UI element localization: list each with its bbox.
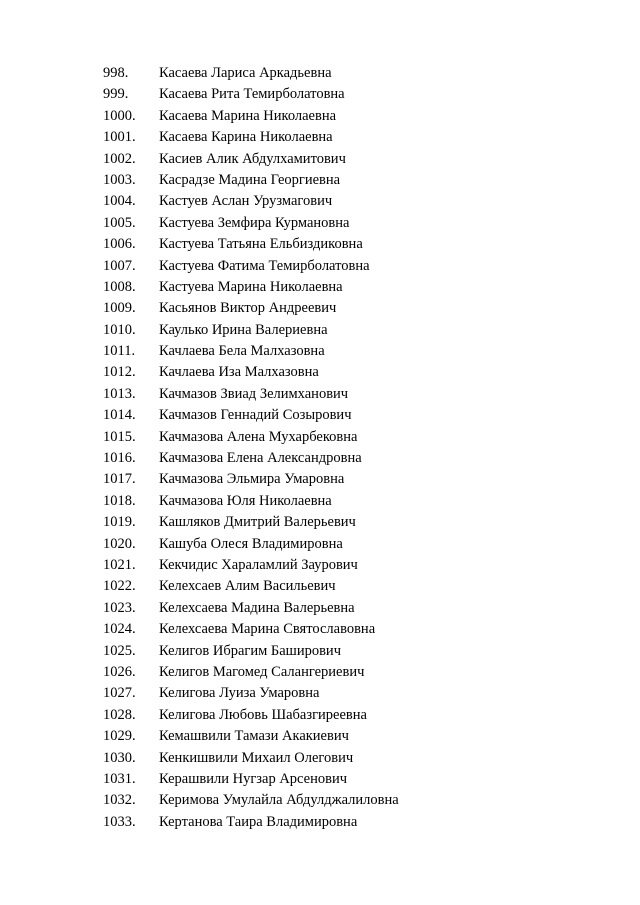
entry-name: Кашуба Олеся Владимировна xyxy=(159,535,343,552)
list-item xyxy=(103,491,603,512)
list-item xyxy=(103,790,603,811)
list-item xyxy=(103,512,603,533)
list-item xyxy=(103,191,603,212)
list-item xyxy=(103,641,603,662)
entry-number: 1013. xyxy=(103,385,136,402)
list-item xyxy=(103,106,603,127)
entry-number: 1008. xyxy=(103,278,136,295)
list-item xyxy=(103,726,603,747)
entry-number: 1024. xyxy=(103,621,136,638)
entry-number: 1019. xyxy=(103,514,136,531)
entry-name: Качмазова Алена Мухарбековна xyxy=(159,428,358,445)
entry-name: Касаева Рита Темирболатовна xyxy=(159,86,345,103)
list-item xyxy=(103,256,603,277)
entry-name: Качмазов Геннадий Созырович xyxy=(159,407,352,424)
entry-name: Касаева Карина Николаевна xyxy=(159,129,333,146)
entry-name: Касиев Алик Абдулхамитович xyxy=(159,150,346,167)
list-item xyxy=(103,748,603,769)
entry-number: 1006. xyxy=(103,236,136,253)
list-item xyxy=(103,84,603,105)
entry-name: Касьянов Виктор Андреевич xyxy=(159,300,337,317)
list-item xyxy=(103,341,603,362)
entry-number: 1030. xyxy=(103,749,136,766)
entry-name: Касаева Марина Николаевна xyxy=(159,107,337,124)
entry-name: Каулько Ирина Валериевна xyxy=(159,321,328,338)
list-item xyxy=(103,534,603,555)
entry-name: Кертанова Таира Владимировна xyxy=(159,813,358,830)
entry-number: 1005. xyxy=(103,214,136,231)
entry-name: Келигов Магомед Салангериевич xyxy=(159,663,365,680)
entry-name: Келигов Ибрагим Баширович xyxy=(159,642,341,659)
entry-number: 1022. xyxy=(103,578,136,595)
list-item xyxy=(103,384,603,405)
entry-number: 1004. xyxy=(103,193,136,210)
entry-name: Келехсаева Марина Святославовна xyxy=(159,621,376,638)
entry-name: Качлаева Иза Малхазовна xyxy=(159,364,319,381)
entry-number: 1007. xyxy=(103,257,136,274)
list-item xyxy=(103,170,603,191)
list-item xyxy=(103,662,603,683)
entry-number: 1016. xyxy=(103,450,136,467)
entry-number: 1026. xyxy=(103,663,136,680)
entry-name: Келигова Луиза Умаровна xyxy=(159,685,320,702)
entry-name: Келехсаева Мадина Валерьевна xyxy=(159,599,355,616)
entry-name: Кастуева Фатима Темирболатовна xyxy=(159,257,370,274)
list-item xyxy=(103,213,603,234)
entry-number: 1029. xyxy=(103,728,136,745)
list-item xyxy=(103,683,603,704)
entry-name: Кемашвили Тамази Акакиевич xyxy=(159,728,349,745)
entry-name: Керимова Умулайла Абдулджалиловна xyxy=(159,792,399,809)
list-item xyxy=(103,555,603,576)
entry-name: Кенкишвили Михаил Олегович xyxy=(159,749,354,766)
list-item xyxy=(103,812,603,833)
entry-name: Касаева Лариса Аркадьевна xyxy=(159,65,332,81)
list-item xyxy=(103,298,603,319)
entry-number: 1031. xyxy=(103,770,136,787)
list-item xyxy=(103,619,603,640)
list-item xyxy=(103,320,603,341)
entry-name: Кастуева Татьяна Ельбиздиковна xyxy=(159,236,363,253)
entry-name: Келехсаев Алим Васильевич xyxy=(159,578,336,595)
list-item xyxy=(103,598,603,619)
entry-number: 1009. xyxy=(103,300,136,317)
entry-number: 1014. xyxy=(103,407,136,424)
entry-number: 1028. xyxy=(103,706,136,723)
entry-number: 1003. xyxy=(103,171,136,188)
entry-number: 1025. xyxy=(103,642,136,659)
entry-name: Качмазова Юля Николаевна xyxy=(159,492,332,509)
entry-number: 1023. xyxy=(103,599,136,616)
list-item xyxy=(103,427,603,448)
entry-number: 1021. xyxy=(103,556,136,573)
entry-number: 1012. xyxy=(103,364,136,381)
entry-number: 1018. xyxy=(103,492,136,509)
list-item xyxy=(103,63,603,84)
entry-number: 1002. xyxy=(103,150,136,167)
entry-name: Касрадзе Мадина Георгиевна xyxy=(159,171,341,188)
entry-number: 1000. xyxy=(103,107,136,124)
entry-number: 999. xyxy=(103,86,129,103)
entry-name: Качмазова Эльмира Умаровна xyxy=(159,471,345,488)
list-item xyxy=(103,127,603,148)
list-item xyxy=(103,405,603,426)
list-item xyxy=(103,277,603,298)
list-item xyxy=(103,769,603,790)
entry-number: 998. xyxy=(103,65,129,81)
entry-name: Кекчидис Хараламлий Заурович xyxy=(159,556,358,573)
entry-name: Келигова Любовь Шабазгиреевна xyxy=(159,706,367,723)
entry-number: 1010. xyxy=(103,321,136,338)
entry-name: Кастуева Земфира Курмановна xyxy=(159,214,350,231)
name-list xyxy=(103,63,603,833)
list-item xyxy=(103,234,603,255)
entry-name: Керашвили Нугзар Арсенович xyxy=(159,770,348,787)
entry-name: Качлаева Бела Малхазовна xyxy=(159,343,325,360)
entry-number: 1001. xyxy=(103,129,136,146)
list-item xyxy=(103,576,603,597)
entry-number: 1011. xyxy=(103,343,136,360)
entry-number: 1017. xyxy=(103,471,136,488)
entry-number: 1027. xyxy=(103,685,136,702)
entry-number: 1033. xyxy=(103,813,136,830)
entry-number: 1015. xyxy=(103,428,136,445)
entry-name: Кастуев Аслан Урузмагович xyxy=(159,193,333,210)
entry-number: 1032. xyxy=(103,792,136,809)
list-item xyxy=(103,149,603,170)
list-item xyxy=(103,705,603,726)
list-item xyxy=(103,362,603,383)
entry-number: 1020. xyxy=(103,535,136,552)
entry-name: Кастуева Марина Николаевна xyxy=(159,278,343,295)
list-item xyxy=(103,469,603,490)
entry-name: Качмазов Звиад Зелимханович xyxy=(159,385,349,402)
entry-name: Кашляков Дмитрий Валерьевич xyxy=(159,514,356,531)
entry-name: Качмазова Елена Александровна xyxy=(159,450,362,467)
list-item xyxy=(103,448,603,469)
